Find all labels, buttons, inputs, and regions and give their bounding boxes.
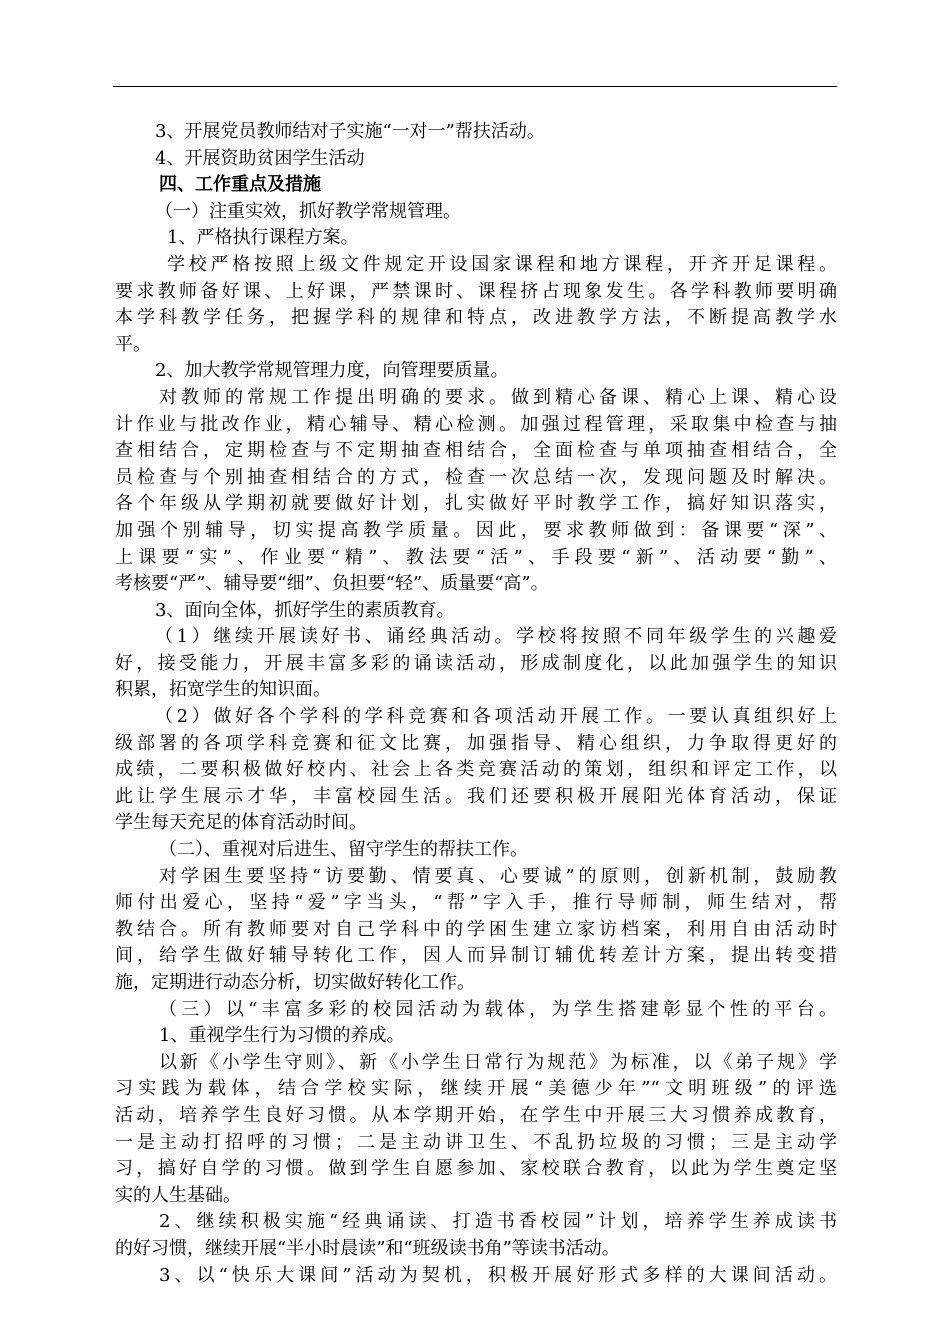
text-line: （一）注重实效，抓好教学常规管理。 bbox=[155, 200, 461, 222]
text-line: 好，接受能力，开展丰富多彩的诵读活动，形成制度化，以此加强学生的知识 bbox=[115, 652, 837, 674]
text-line: 考核要“严”、辅导要“细”、负担要“轻”、质量要“高”。 bbox=[115, 573, 549, 595]
text-line: 各个年级从学期初就要做好计划，扎实做好平时教学工作，搞好知识落实， bbox=[115, 493, 837, 515]
text-line: 积累，拓宽学生的知识面。 bbox=[115, 679, 331, 701]
text-line: 此让学生展示才华，丰富校园生活。我们还要积极开展阳光体育活动，保证 bbox=[115, 785, 837, 807]
text-line: 对学困生要坚持“访要勤、情要真、心要诚”的原则，创新机制，鼓励教 bbox=[159, 865, 837, 887]
text-line: 3、面向全体，抓好学生的素质教育。 bbox=[155, 599, 455, 621]
text-line: （2）做好各个学科的学科竞赛和各项活动开展工作。一要认真组织好上 bbox=[155, 706, 837, 728]
text-line: （三）以“丰富多彩的校园活动为载体，为学生搭建彰显个性的平台。 bbox=[159, 998, 837, 1020]
text-line: 查相结合，定期检查与不定期抽查相结合，全面检查与单项抽查相结合，全 bbox=[115, 440, 837, 462]
text-line: 平。 bbox=[115, 333, 151, 355]
text-line: 员检查与个别抽查相结合的方式，检查一次总结一次，发现问题及时解决。 bbox=[115, 466, 837, 488]
text-line: （二）、重视对后进生、留守学生的帮扶工作。 bbox=[159, 839, 528, 861]
text-line: 3、开展党员教师结对子实施“一对一”帮扶活动。 bbox=[155, 121, 545, 142]
text-line: 本学科教学任务，把握学科的规律和特点，改进教学方法，不断提高教学水 bbox=[115, 307, 837, 329]
document-body bbox=[115, 119, 837, 1289]
text-line: （1）继续开展读好书、诵经典活动。学校将按照不同年级学生的兴趣爱 bbox=[155, 626, 837, 648]
text-line: 2、加大教学常规管理力度，向管理要质量。 bbox=[155, 360, 509, 382]
text-line: 的好习惯，继续开展“半小时晨读”和“班级读书角”等读书活动。 bbox=[115, 1237, 620, 1259]
header-rule bbox=[113, 86, 837, 87]
text-line: 教结合。所有教师要对自己学科中的学困生建立家访档案，利用自由活动时 bbox=[115, 918, 837, 940]
text-line: 对教师的常规工作提出明确的要求。做到精心备课、精心上课、精心设 bbox=[159, 386, 837, 408]
text-line: 习，搞好自学的习惯。做到学生自愿参加、家校联合教育，以此为学生奠定坚 bbox=[115, 1158, 837, 1180]
text-line: 以新《小学生守则》、新《小学生日常行为规范》为标准，以《弟子规》学 bbox=[159, 1051, 837, 1073]
text-line: 成绩，二要积极做好校内、社会上各类竞赛活动的策划，组织和评定工作，以 bbox=[115, 759, 837, 781]
text-line: 3、以“快乐大课间”活动为契机，积极开展好形式多样的大课间活动。 bbox=[159, 1264, 837, 1286]
text-line: 1、严格执行课程方案。 bbox=[167, 227, 359, 249]
text-line: 2、继续积极实施“经典诵读、打造书香校园”计划，培养学生养成读书 bbox=[159, 1211, 837, 1233]
text-line: 计作业与批改作业，精心辅导、精心检测。加强过程管理，采取集中检查与抽 bbox=[115, 413, 837, 435]
text-line: 级部署的各项学科竞赛和征文比赛，加强指导、精心组织，力争取得更好的 bbox=[115, 732, 837, 754]
text-line: 学校严格按照上级文件规定开设国家课程和地方课程，开齐开足课程。 bbox=[167, 253, 837, 275]
text-line: 1、重视学生行为习惯的养成。 bbox=[159, 1025, 405, 1047]
text-line: 要求教师备好课、上好课，严禁课时、课程挤占现象发生。各学科教师要明确 bbox=[115, 280, 837, 302]
text-line: 间，给学生做好辅导转化工作，因人而异制订辅优转差计方案，提出转变措 bbox=[115, 945, 837, 967]
text-line: 习实践为载体，结合学校实际，继续开展“美德少年”“文明班级”的评选 bbox=[115, 1078, 837, 1100]
text-line: 施，定期进行动态分析，切实做好转化工作。 bbox=[115, 972, 475, 993]
text-line: 加强个别辅导，切实提高教学质量。因此，要求教师做到：备课要“深”、 bbox=[115, 519, 837, 541]
text-line: 一是主动打招呼的习惯；二是主动讲卫生、不乱扔垃圾的习惯；三是主动学 bbox=[115, 1131, 837, 1153]
text-line: 4、开展资助贫困学生活动 bbox=[155, 147, 365, 169]
text-line: 活动，培养学生良好习惯。从本学期开始，在学生中开展三大习惯养成教育， bbox=[115, 1104, 837, 1126]
text-line: 学生每天充足的体育活动时间。 bbox=[115, 812, 367, 834]
text-line: 上课要“实”、作业要“精”、教法要“活”、手段要“新”、活动要“勤”、 bbox=[115, 546, 837, 568]
text-line: 四、工作重点及措施 bbox=[159, 174, 321, 196]
text-line: 实的人生基础。 bbox=[115, 1184, 241, 1206]
text-line: 师付出爱心，坚持“爱”字当头，“帮”字入手，推行导师制，师生结对，帮 bbox=[115, 892, 837, 914]
